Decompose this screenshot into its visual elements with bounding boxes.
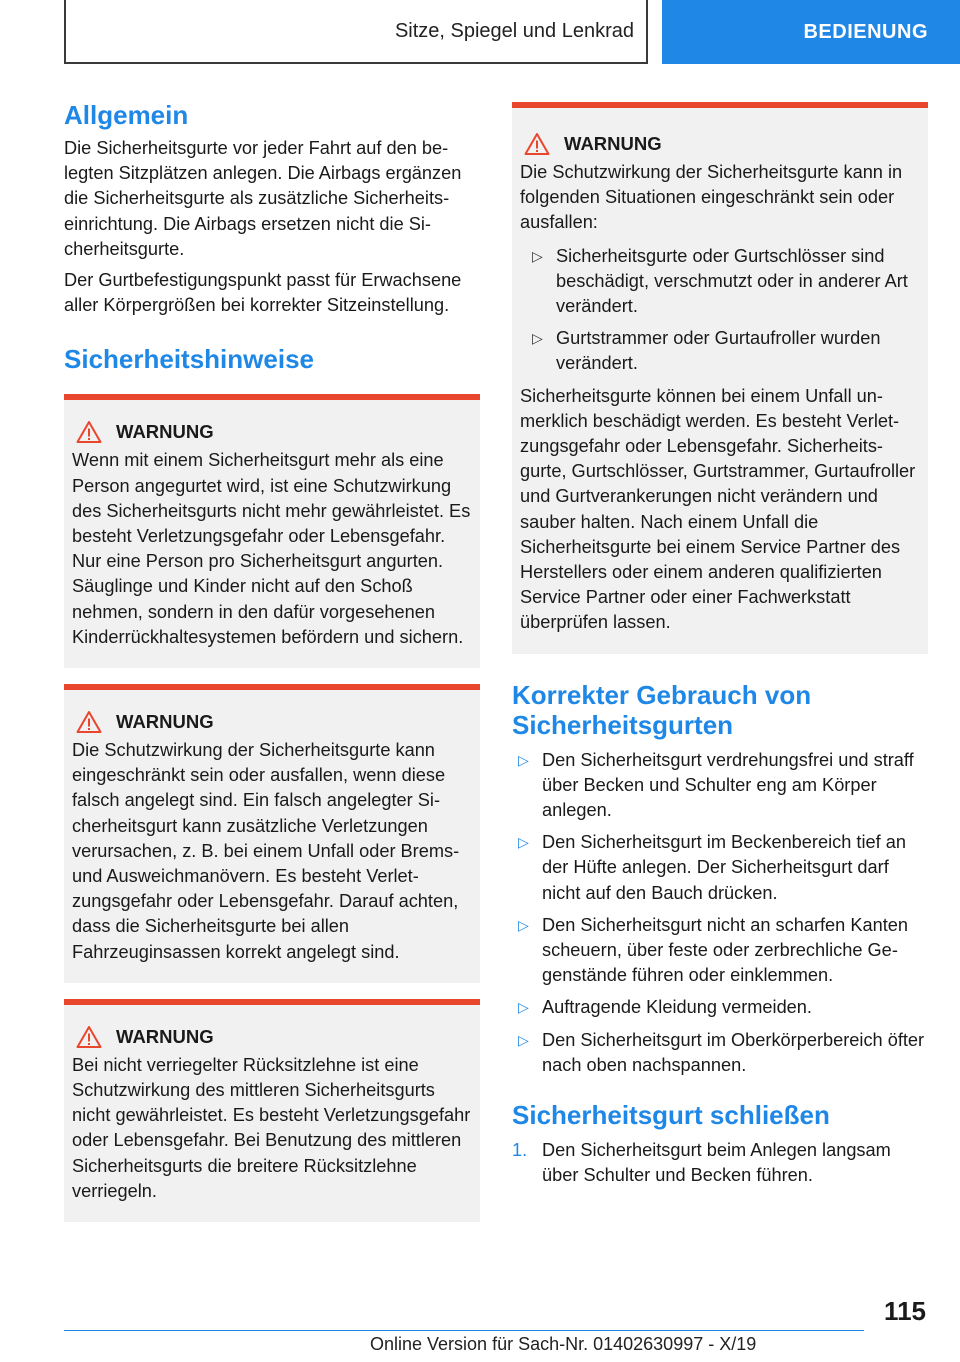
heading-gurt-schliessen: Sicherheitsgurt schließen [512, 1100, 830, 1131]
header-tab-label: BEDIENUNG [803, 20, 928, 43]
warning-list [520, 244, 920, 377]
warning-box-2 [64, 684, 480, 983]
warning-text: Sicherheitsgurte können bei einem Unfall unmerklich beschädigt werden. Es besteht Verletzungsgefahr oder Lebensgefahr. Sicherheitsgurte, Gurtschlösser, Gurtstrammer, Gurtaufroller und Gurtverankerungen nicht verändern und sauber halten. Nach einem Unfall die Sicherheitsgurte bei einem Service Partner des Herstellers oder einem anderen qualifizierten Service Partner oder einer Fachwerkstatt überprüfen lassen. [520, 385, 916, 633]
triangle-bullet-icon: ▷ [532, 247, 543, 264]
list-item: ▷ Den Sicherheitsgurt nicht an scharfen Kanten scheuern, über feste oder zerbrechliche Gegenstände führen oder einklemmen. [518, 914, 908, 986]
footer-online-version: Online Version für Sach-Nr. 01402630997 - X/19 [370, 1334, 757, 1354]
warning-title [520, 132, 920, 156]
triangle-bullet-icon: ▷ [518, 751, 529, 768]
list-item: ▷ Den Sicherheitsgurt im Beckenbereich tief an der Hüfte anlegen. Der Sicherheitsgurt darf nicht auf den Bauch drücken. [518, 832, 906, 903]
triangle-bullet-icon: ▷ [518, 999, 529, 1016]
right-column [512, 102, 928, 1189]
heading-allgemein: Allgemein [64, 100, 189, 130]
list-item: ▷ Sicherheitsgurte oder Gurtschlösser sind beschädigt, verschmutzt oder in anderer Art verändert. [532, 245, 908, 317]
warning-label: WARNUNG [116, 1025, 214, 1047]
warning-text: Die Schutzwirkung der Sicherheitsgurte kann eingeschränkt sein oder ausfallen, wenn diese falsch angelegt sind. Ein falsch angelegter Sicherheitsgurt kann zusätzliche Verletzungen verursachen, z. B. bei einem Unfall oder Brems- und Ausweichmanövern. Es besteht Verletzungsgefahr oder Lebensgefahr. Darauf achten, dass die Sicherheitsgurte bei allen Fahrzeuginsassen korrekt angelegt sind. [72, 740, 460, 962]
warning-title [72, 420, 472, 444]
triangle-bullet-icon: ▷ [518, 916, 529, 933]
warning-box-1 [64, 394, 480, 668]
warning-intro: Die Schutzwirkung der Sicherheitsgurte kann in folgenden Situationen eingeschränkt sein oder ausfallen: [520, 162, 903, 233]
footer-divider [64, 1330, 864, 1331]
warning-triangle-icon [76, 1025, 102, 1049]
list-item: ▷ Den Sicherheitsgurt im Oberkörperbereich öfter nach oben nachspannen. [518, 1029, 925, 1075]
warning-box-3 [64, 999, 480, 1222]
warning-title [72, 710, 472, 734]
warning-label: WARNUNG [116, 711, 214, 733]
warning-title [72, 1025, 472, 1049]
list-item: ▷ Auftragende Kleidung vermeiden. [512, 995, 928, 1020]
warning-triangle-icon [76, 710, 102, 734]
triangle-bullet-icon: ▷ [518, 1031, 529, 1048]
list-item: ▷ Gurtstrammer oder Gurtaufroller wurden verändert. [532, 328, 881, 374]
gebrauch-list [512, 748, 928, 1078]
step-item: 1. Den Sicherheitsgurt beim Anlegen langsam über Schulter und Becken führen. [512, 1140, 891, 1186]
paragraph-allgemein-1: Die Sicherheitsgurte vor jeder Fahrt auf den belegten Sitzplätzen anlegen. Die Airbags ergänzen die Sicherheitsgurte als zusätzliche Sicherheitseinrichtung. Die Airbags ersetzen nicht die Sicherheitsgurte. [64, 138, 462, 259]
warning-text: Wenn mit einem Sicherheitsgurt mehr als eine Person angegurtet wird, ist eine Schutzwirkung des Sicherheitsgurts nicht mehr gewährleistet. Es besteht Verletzungsgefahr oder Lebensgefahr. Nur eine Person pro Sicherheitsgurt angurten. Säuglinge und Kinder nicht auf den Schoß nehmen, sondern in den dafür vorgesehenen Kinderrückhaltesystemen befördern und sichern. [72, 450, 471, 647]
heading-korrekter-gebrauch: Korrekter Gebrauch von Sicherheitsgurten [512, 679, 812, 740]
triangle-bullet-icon: ▷ [518, 834, 529, 851]
warning-triangle-icon [524, 132, 550, 156]
header-section-box [64, 0, 648, 64]
warning-label: WARNUNG [116, 421, 214, 443]
paragraph-allgemein-2: Der Gurtbefestigungspunkt passt für Erwachsene aller Körpergrößen bei korrekter Sitzeinstellung. [64, 270, 462, 316]
warning-text: Bei nicht verriegelter Rücksitzlehne ist eine Schutzwirkung des mittleren Sicherheitsgurts nicht gewährleistet. Es besteht Verletzungsgefahr oder Lebensgefahr. Bei Benutzung des mittleren Sicherheitsgurts die breitere Rücksitzlehne verriegeln. [72, 1054, 471, 1201]
heading-sicherheitshinweise: Sicherheitshinweise [64, 344, 314, 375]
warning-label: WARNUNG [564, 133, 662, 154]
left-column [64, 100, 480, 1222]
page-number: 115 [884, 1296, 926, 1326]
list-item: ▷ Den Sicherheitsgurt verdrehungsfrei und straff über Becken und Schulter eng am Körper anlegen. [518, 749, 914, 821]
schliessen-steps [512, 1138, 928, 1188]
warning-triangle-icon [76, 420, 102, 444]
step-number: 1. [512, 1140, 528, 1161]
header-tab[interactable] [662, 0, 960, 64]
header-section-title: Sitze, Spiegel und Lenkrad [394, 19, 634, 42]
warning-box-right [512, 102, 928, 654]
triangle-bullet-icon: ▷ [532, 330, 543, 347]
